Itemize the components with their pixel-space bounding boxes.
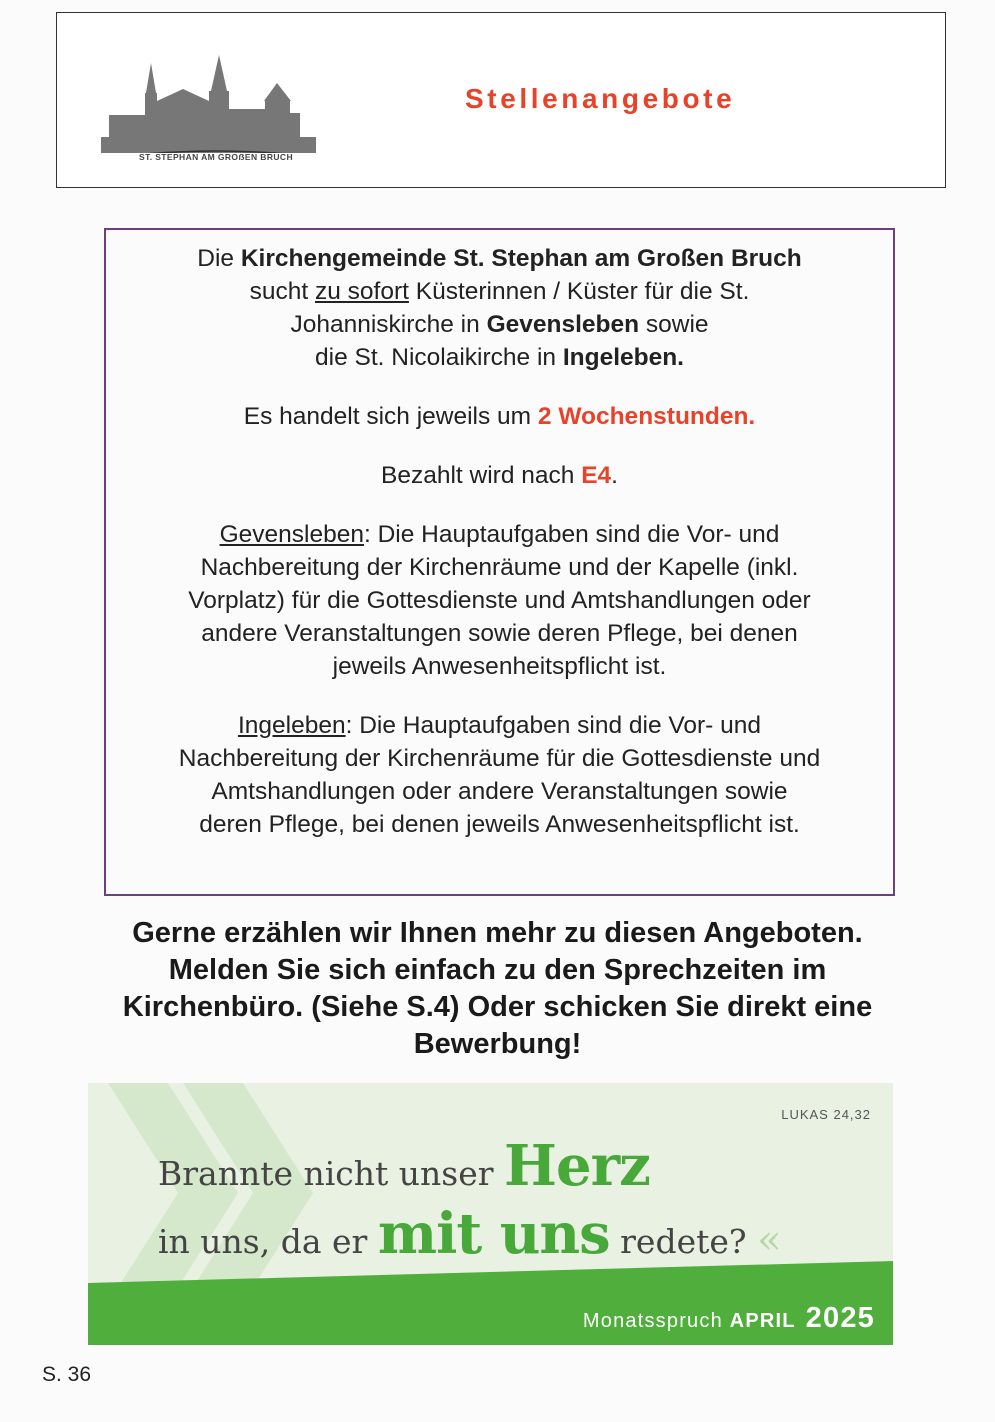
monthly-verse-label: Monatsspruch APRIL 2025	[582, 1302, 875, 1334]
cta-line-2: Melden Sie sich einfach zu den Sprechzeiten im	[168, 954, 827, 986]
pay-grade: E4	[581, 462, 612, 489]
verse-year: 2025	[805, 1302, 875, 1334]
page-header	[56, 12, 946, 188]
verse-highlight-mit-uns: mit uns	[377, 1201, 610, 1267]
place-gevensleben: Gevensleben	[486, 311, 640, 338]
church-silhouette-icon	[101, 53, 331, 153]
ingeleben-duties-2: Nachbereitung der Kirchenräume für die Gottesdienste und	[178, 745, 821, 772]
intro-line-2: sucht zu sofort Küsterinnen / Küster für die St.	[249, 278, 750, 305]
place-ingeleben: Ingeleben.	[562, 344, 684, 371]
closing-quote-icon: «	[757, 1217, 782, 1263]
ingeleben-duties-3: Amtshandlungen oder andere Veranstaltungen sowie	[211, 778, 788, 805]
intro-line-3: Johanniskirche in Gevensleben sowie	[290, 311, 709, 338]
church-logo	[101, 53, 331, 181]
bible-reference: LUKAS 24,32	[781, 1107, 871, 1122]
gevensleben-duties-2: Nachbereitung der Kirchenräume und der Kapelle (inkl.	[200, 554, 799, 581]
monthly-verse-banner	[88, 1083, 893, 1345]
pay-line: Bezahlt wird nach E4.	[381, 462, 618, 489]
ingeleben-label: Ingeleben	[237, 712, 346, 739]
verse-highlight-herz: Herz	[504, 1133, 650, 1199]
logo-caption: ST. STEPHAN AM GROẞEN BRUCH	[139, 152, 293, 162]
verse-month: APRIL	[729, 1310, 796, 1332]
organization-name: Kirchengemeinde St. Stephan am Großen Bruch	[240, 245, 802, 272]
gevensleben-duties-4: andere Veranstaltungen sowie deren Pflege, bei denen	[201, 620, 798, 647]
page-number: S. 36	[42, 1363, 92, 1386]
hours-value: 2 Wochenstunden.	[537, 403, 756, 430]
gevensleben-duties-5: jeweils Anwesenheitspflicht ist.	[332, 653, 667, 680]
intro-line-4: die St. Nicolaikirche in Ingeleben.	[315, 344, 684, 371]
cta-line-1: Gerne erzählen wir Ihnen mehr zu diesen Angeboten.	[132, 917, 863, 949]
cta-line-3: Kirchenbüro. (Siehe S.4) Oder schicken Sie direkt eine	[122, 991, 873, 1023]
call-to-action	[40, 915, 955, 1063]
intro-line-1: Die Kirchengemeinde St. Stephan am Großen Bruch	[197, 245, 802, 272]
gevensleben-duties-3: Vorplatz) für die Gottesdienste und Amtshandlungen oder	[188, 587, 811, 614]
verse-line-2: in uns, da er mit uns redete? «	[158, 1201, 782, 1267]
verse-line-1: Brannte nicht unser Herz	[158, 1133, 650, 1199]
start-date: zu sofort	[314, 278, 409, 305]
gevensleben-label: Gevensleben	[219, 521, 364, 548]
gevensleben-duties-1: Gevensleben: Die Hauptaufgaben sind die Vor- und	[219, 521, 780, 548]
cta-line-4: Bewerbung!	[413, 1028, 582, 1060]
page-title: Stellenangebote	[465, 83, 736, 114]
ingeleben-duties-4: deren Pflege, bei denen jeweils Anwesenheitspflicht ist.	[199, 811, 800, 838]
job-offer-box	[104, 228, 895, 896]
hours-line: Es handelt sich jeweils um 2 Wochenstunden.	[243, 403, 756, 430]
banner-footer	[88, 1283, 893, 1345]
ingeleben-duties-1: Ingeleben: Die Hauptaufgaben sind die Vor- und	[237, 712, 762, 739]
